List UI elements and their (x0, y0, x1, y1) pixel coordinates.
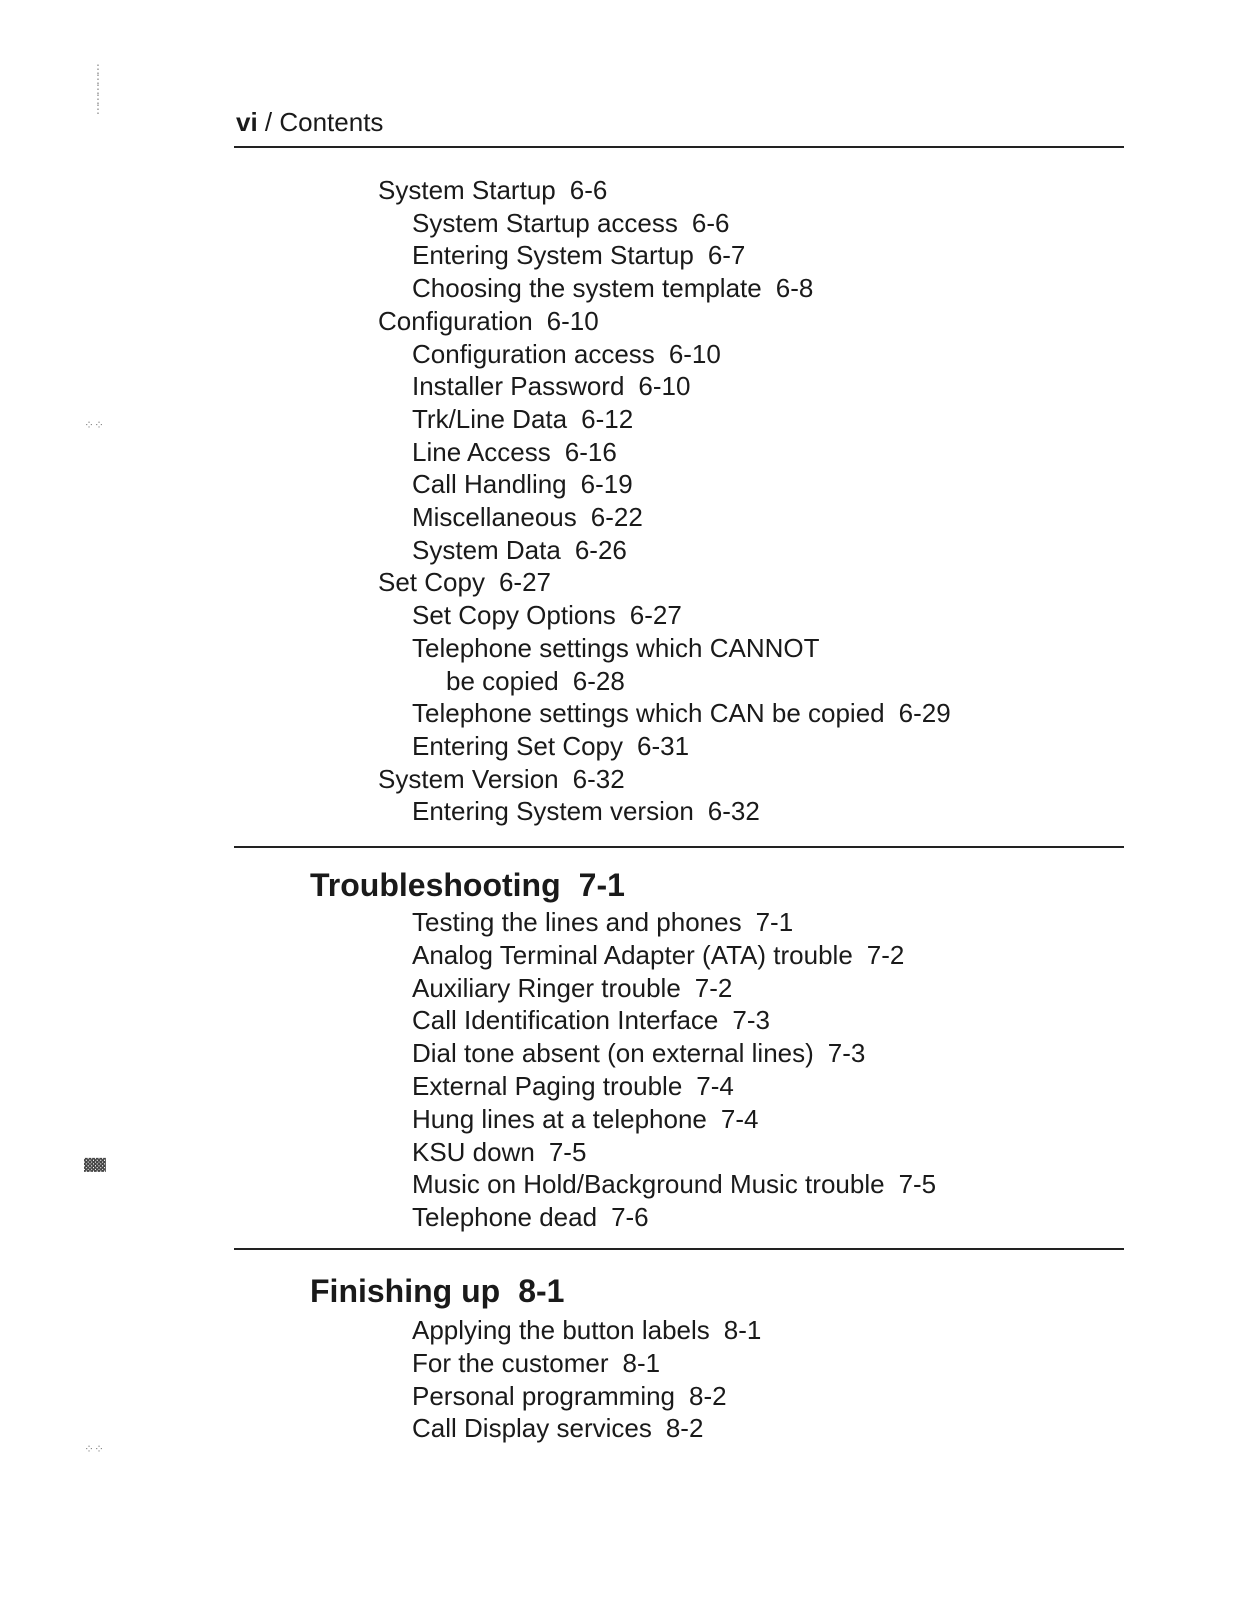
entry-page: 7-5 (898, 1169, 937, 1200)
toc-entry (412, 501, 643, 533)
toc-entry (412, 1070, 734, 1102)
entry-page: 6-12 (581, 403, 634, 434)
entry-page: 6-6 (569, 175, 608, 205)
entry-page: 6-26 (574, 534, 627, 565)
toc-entry (446, 665, 625, 697)
section-rule-1 (234, 846, 1124, 848)
entry-title: Telephone settings which CAN be copied (412, 698, 885, 729)
toc-entry (412, 697, 951, 729)
toc-entry (412, 1004, 770, 1036)
entry-page: 6-10 (638, 371, 691, 402)
entry-title: Call Display services (412, 1413, 652, 1444)
entry-page: 6-16 (564, 436, 617, 467)
chapter-title: Finishing up (310, 1273, 501, 1309)
entry-title: Call Handling (412, 469, 567, 500)
entry-page: 6-22 (590, 502, 643, 532)
chapter-heading-troubleshooting (310, 866, 625, 904)
header-rule (234, 146, 1124, 148)
chapter-title: Troubleshooting (310, 867, 561, 903)
entry-title: Line Access (412, 436, 551, 467)
toc-entry (412, 1168, 936, 1200)
section-title: Contents (279, 107, 384, 137)
entry-page: 7-3 (732, 1005, 770, 1036)
toc-entry (412, 207, 729, 239)
entry-page: 6-29 (898, 698, 951, 729)
entry-title: Set Copy Options (412, 600, 616, 631)
chapter-heading-finishing (310, 1272, 564, 1310)
entry-page: 8-2 (689, 1380, 727, 1411)
toc-entry (412, 534, 627, 566)
toc-entry (378, 305, 599, 337)
toc-entry (412, 1136, 586, 1168)
toc-entry (412, 1347, 660, 1379)
entry-title: Testing the lines and phones (412, 907, 742, 937)
entry-page: 6-28 (572, 665, 625, 696)
entry-title: Entering Set Copy (412, 730, 624, 761)
header-separator: / (257, 107, 280, 137)
toc-entry (378, 763, 625, 795)
entry-page: 7-5 (548, 1136, 587, 1167)
toc-entry (378, 566, 551, 598)
entry-page: 7-6 (611, 1202, 649, 1233)
entry-page: 7-4 (720, 1103, 759, 1134)
entry-title: System Startup access (412, 207, 678, 238)
entry-title: Trk/Line Data (412, 403, 568, 434)
entry-title: Analog Terminal Adapter (ATA) trouble (412, 939, 853, 970)
entry-page: 7-4 (696, 1071, 734, 1101)
entry-title: System Data (412, 534, 561, 565)
entry-title: Entering System version (412, 796, 694, 827)
entry-title: Dial tone absent (on external lines) (412, 1038, 814, 1069)
toc-entry (412, 436, 617, 468)
entry-page: 8-1 (622, 1347, 661, 1378)
entry-page: 6-31 (637, 730, 690, 761)
section-rule-2 (234, 1248, 1124, 1250)
page-header (236, 106, 383, 138)
toc-entry (412, 1037, 865, 1069)
entry-page: 6-10 (546, 305, 599, 336)
entry-title: Personal programming (412, 1380, 676, 1411)
entry-title: System Version (378, 763, 559, 794)
entry-page: 7-1 (755, 907, 794, 937)
entry-page: 7-2 (694, 972, 733, 1003)
toc-entry (412, 1412, 703, 1444)
toc-entry (412, 632, 820, 664)
entry-title: Call Identification Interface (412, 1005, 719, 1036)
toc-entry (412, 338, 721, 370)
scan-speck: ▓▓▓ (84, 1158, 106, 1172)
entry-title: Configuration access (412, 338, 655, 369)
entry-title: For the customer (412, 1347, 609, 1378)
entry-page: 6-6 (691, 207, 730, 238)
toc-entry (412, 906, 793, 938)
entry-title: Set Copy (378, 567, 485, 598)
entry-page: 6-7 (707, 240, 746, 271)
entry-page: 8-2 (665, 1413, 704, 1444)
entry-title: System Startup (378, 175, 556, 205)
toc-entry (412, 272, 813, 304)
toc-entry (412, 1314, 761, 1346)
toc-entry (412, 403, 633, 435)
entry-title: be copied (446, 665, 559, 696)
entry-page: 6-32 (707, 796, 760, 827)
toc-entry (412, 939, 904, 971)
entry-title: KSU down (412, 1136, 535, 1167)
entry-title: Choosing the system template (412, 273, 762, 304)
scan-speck: ⋮ ⋮ ⋮ ⋮ ⋮ (92, 62, 104, 116)
entry-title: Telephone dead (412, 1202, 598, 1233)
entry-page: 6-27 (498, 567, 551, 598)
toc-entry (378, 174, 607, 206)
section-number: vi (236, 107, 258, 137)
entry-title: Applying the button labels (412, 1315, 710, 1345)
entry-title: Entering System Startup (412, 240, 694, 271)
toc-entry (412, 1201, 649, 1233)
entry-page: 6-19 (580, 469, 633, 500)
entry-title: External Paging trouble (412, 1071, 683, 1101)
entry-title: Hung lines at a telephone (412, 1103, 707, 1134)
entry-title: Telephone settings which CANNOT (412, 632, 820, 663)
entry-page: 6-10 (668, 338, 721, 369)
toc-entry (412, 730, 689, 762)
toc-entry (412, 795, 760, 827)
entry-title: Miscellaneous (412, 502, 577, 532)
toc-entry (412, 599, 682, 631)
entry-title: Music on Hold/Background Music trouble (412, 1169, 885, 1200)
entry-page: 6-27 (629, 600, 682, 631)
toc-entry (412, 239, 745, 271)
entry-page: 6-32 (572, 763, 625, 794)
entry-title: Auxiliary Ringer trouble (412, 972, 681, 1003)
toc-entry (412, 370, 690, 402)
entry-title: Configuration (378, 305, 533, 336)
toc-entry (412, 468, 633, 500)
entry-page: 8-1 (723, 1315, 762, 1345)
entry-page: 7-2 (866, 939, 905, 970)
entry-page: 7-3 (827, 1038, 866, 1069)
entry-title: Installer Password (412, 371, 625, 402)
scan-speck: ⁘⁘ (84, 1442, 105, 1456)
chapter-page: 8-1 (518, 1273, 565, 1309)
entry-page: 6-8 (775, 273, 814, 304)
toc-entry (412, 972, 732, 1004)
toc-entry (412, 1380, 727, 1412)
scan-speck: ⁘⁘ (84, 418, 105, 432)
toc-entry (412, 1103, 758, 1135)
chapter-page: 7-1 (578, 867, 625, 903)
